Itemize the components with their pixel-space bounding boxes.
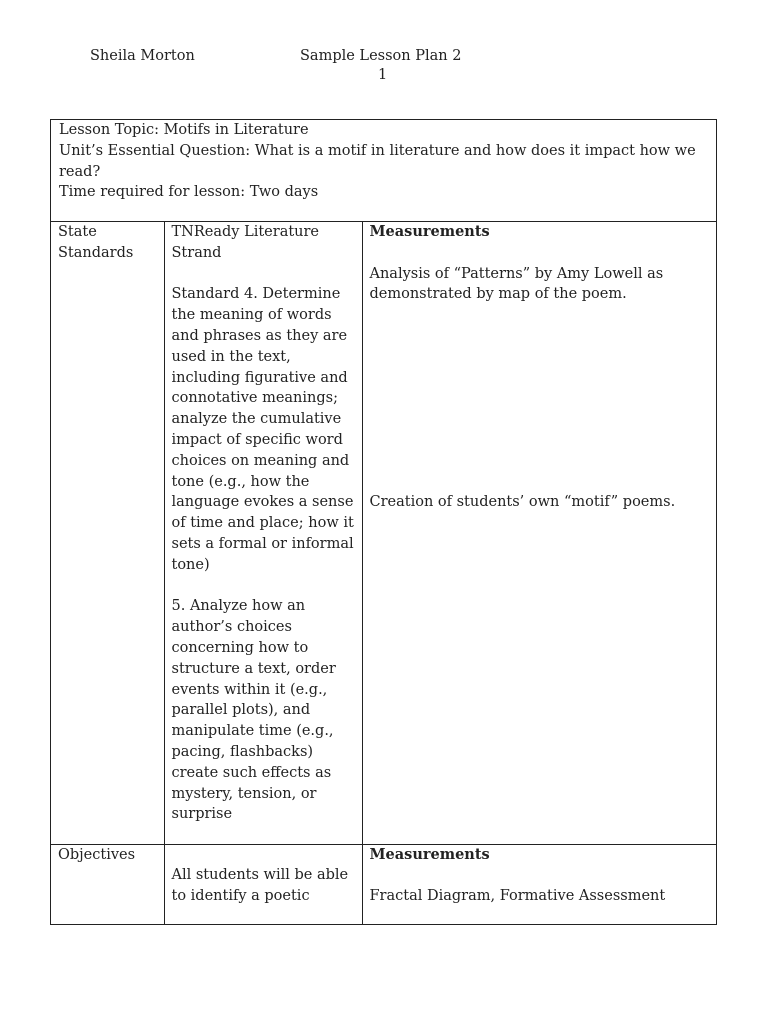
objectives-label-cell (51, 844, 164, 924)
objectives-text-cell (164, 844, 362, 924)
standards-label: State Standards (58, 224, 134, 261)
measurements-cell (362, 222, 716, 844)
time-required: Time required for lesson: Two days (59, 184, 319, 201)
objectives-measurements-cell (362, 844, 716, 924)
strand-name: TNReady Literature Strand (171, 224, 320, 261)
objectives-measurements-heading: Measurements (369, 845, 490, 863)
standard-5-text: 5. Analyze how an author’s choices concerning how to structure a text, order events within it (e.g., parallel plots), and manipulate time (e.g., pacing, flashbacks) create such effects as mystery, tension, or surprise (171, 598, 336, 823)
page-number: 1 (378, 67, 388, 83)
lesson-plan-table (50, 119, 717, 925)
standards-row (51, 222, 716, 844)
objectives-measurement-1: Fractal Diagram, Formative Assessment (369, 888, 666, 905)
essential-question: Unit’s Essential Question: What is a motif in literature and how does it impact how we read? (59, 142, 696, 180)
measurement-1: Analysis of “Patterns” by Amy Lowell as demonstrated by map of the poem. (369, 265, 664, 303)
measurement-2: Creation of students’ own “motif” poems. (369, 494, 676, 511)
author-name: Sheila Morton (90, 48, 195, 64)
lesson-topic: Lesson Topic: Motifs in Literature (59, 122, 309, 138)
objectives-row (51, 844, 716, 924)
standards-text-cell (164, 222, 362, 844)
objectives-label: Objectives (58, 846, 136, 863)
lesson-intro-row (51, 120, 716, 222)
measurements-heading: Measurements (369, 223, 490, 240)
standards-table (51, 222, 716, 924)
document-title: Sample Lesson Plan 2 (300, 48, 462, 64)
standard-4-text: Standard 4. Determine the meaning of words and phrases as they are used in the text, including figurative and connotative meanings; analyze the cumulative impact of specific word choices on meaning and tone (e.g., how the language evokes a sense of time and place; how it sets a formal or informal tone) (171, 286, 354, 573)
standards-label-cell (51, 222, 164, 844)
objective-1: All students will be able to identify a poetic (171, 867, 349, 905)
